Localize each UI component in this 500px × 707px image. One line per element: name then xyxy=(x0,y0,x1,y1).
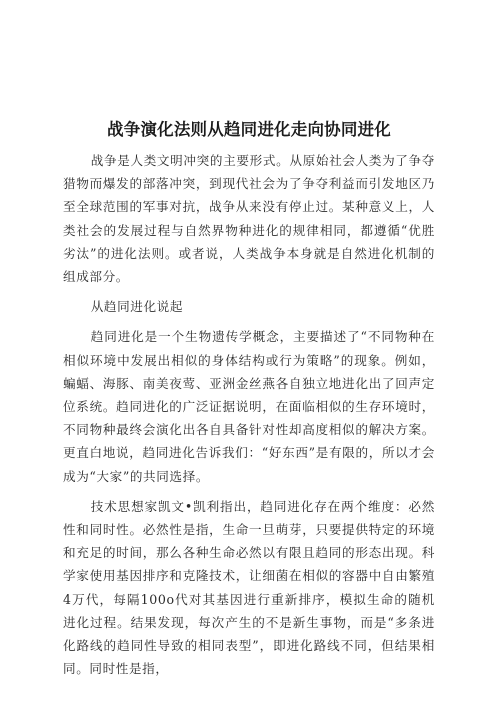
paragraph-intro: 战争是人类文明冲突的主要形式。从原始社会人类为了争夺猎物而爆发的部落冲突，到现代社会为了争夺利益而引发地区乃至全球范围的军事对抗，战争从来没有停止过。某种意义上，人类社会的发展过程与自然界物种进化的规律相同，都遵循“优胜劣汰”的进化法则。或者说，人类战争本身就是自然进化机制的组成部分。 xyxy=(63,153,435,285)
paragraph-kevin-kelly: 技术思想家凯文•凯利指出，趋同进化存在两个维度：必然性和同时性。必然性是指，生命一旦萌芽，只要提供特定的环境和充足的时间，那么各种生命必然以有限且趋同的形态出现。科学家使用基因排序和克隆技术，让细菌在相似的容器中自由繁殖4万代，每隔100o代对其基因进行重新排序，模拟生命的随机进化过程。结果发现，每次产生的不是新生事物，而是“多条进化路线的趋同性导致的相同表型”，即进化路线不同，但结果相同。同时性是指， xyxy=(63,498,435,677)
document-title: 战争演化法则从趋同进化走向协同进化 xyxy=(107,120,391,139)
section-heading: 从趋同进化说起 xyxy=(90,299,184,315)
paragraph-convergent-evolution: 趋同进化是一个生物遗传学概念，主要描述了“不同物种在相似环境中发展出相似的身体结构或行为策略”的现象。例如，蝙蝠、海豚、南美夜莺、亚洲金丝燕各自独立地进化出了回声定位系统。趋同进化的广泛证据说明，在面临相似的生存环境时，不同物种最终会演化出各自具备针对性却高度相似的解决方案。更直白地说，趋同进化告诉我们：“好东西”是有限的，所以才会成为“大家”的共同选择。 xyxy=(63,329,435,484)
